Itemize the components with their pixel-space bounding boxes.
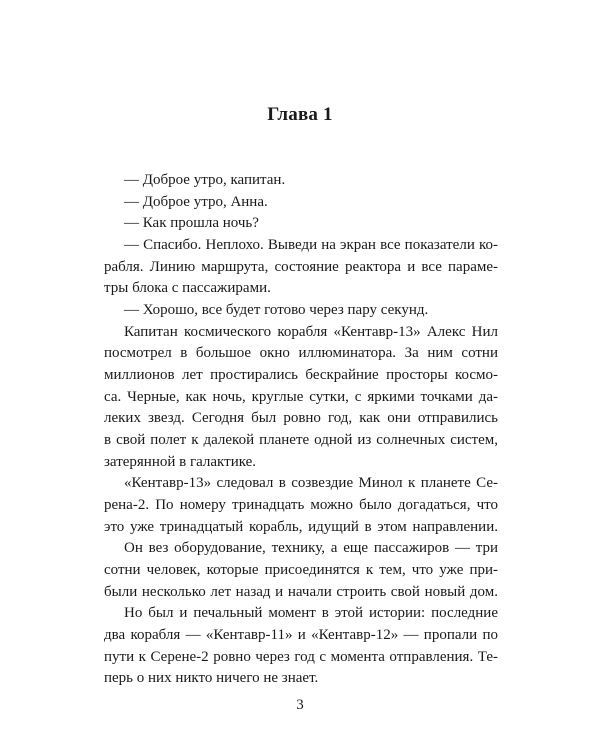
text-line: Капитан космического корабля «Кентавр-13» Алекс Нил: [124, 324, 498, 340]
chapter-title: Глава 1: [267, 104, 333, 125]
text-line: «Кентавр-13» следовал в созвездие Минол к планете Се-: [124, 475, 498, 491]
text-line: — Доброе утро, капитан.: [124, 172, 286, 188]
text-line: — Доброе утро, Анна.: [124, 194, 268, 210]
text-line: сотни человек, которые присоединятся к тем, что уже при-: [104, 562, 498, 578]
text-line: рена-2. По номеру тринадцать можно было догадаться, что: [104, 497, 498, 513]
page-number: 3: [296, 697, 304, 713]
text-line: тры блока с пассажирами.: [104, 280, 271, 296]
text-line: затерянной в галактике.: [104, 454, 257, 470]
text-line: пути к Серене-2 ровно через год с момента отправления. Те-: [104, 649, 498, 665]
text-line: леких звезд. Сегодня был ровно год, как они отправились: [104, 410, 498, 426]
text-line: — Как прошла ночь?: [124, 215, 259, 231]
text-line: миллионов лет простирались бескрайние просторы космо-: [104, 367, 498, 383]
text-line: это уже тринадцатый корабль, идущий в этом направлении.: [104, 519, 498, 535]
text-line: — Хорошо, все будет готово через пару секунд.: [124, 302, 429, 318]
text-line: — Спасибо. Неплохо. Выведи на экран все показатели ко-: [124, 237, 498, 253]
text-line: в свой полет к далекой планете одной из солнечных систем,: [104, 432, 498, 448]
text-line: са. Черные, как ночь, круглые сутки, с яркими точками да-: [104, 389, 498, 405]
text-line: перь о них никто ничего не знает.: [104, 670, 319, 686]
text-line: Но был и печальный момент в этой истории: последние: [124, 605, 498, 621]
text-line: Он вез оборудование, технику, а еще пассажиров — три: [124, 540, 498, 556]
text-line: два корабля — «Кентавр-11» и «Кентавр-12» — пропали по: [104, 627, 498, 643]
text-line: посмотрел в большое окно иллюминатора. За ним сотни: [104, 345, 498, 361]
text-line: были несколько лет назад и начали строить свой новый дом.: [104, 584, 498, 600]
text-line: рабля. Линию маршрута, состояние реактора и все параме-: [104, 259, 498, 275]
